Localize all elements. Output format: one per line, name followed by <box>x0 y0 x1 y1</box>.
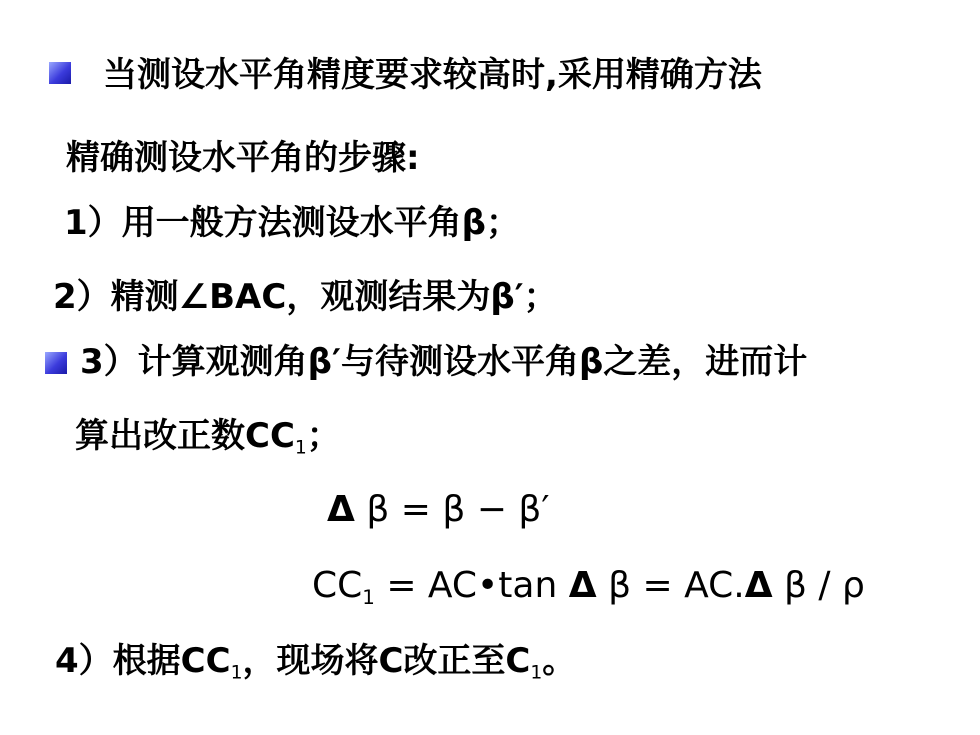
formula-delta-beta <box>327 489 550 530</box>
formula-1-expression: β = β − β′ <box>366 489 550 530</box>
formula-cc1 <box>312 565 865 609</box>
subscript: 1 <box>230 662 243 684</box>
step-4-text: 4）根据CC <box>55 641 231 681</box>
text-line-1: 当测设水平角精度要求较高时,采用精确方法 <box>103 55 762 95</box>
step-4-text-2: ，现场将C改正至C <box>242 641 531 681</box>
formula-2-ac: β = AC. <box>608 565 745 606</box>
subscript: 1 <box>362 585 375 609</box>
step-3: 3）计算观测角β′与待测设水平角β之差，进而计 <box>80 342 808 382</box>
punctuation: 。 <box>542 641 577 681</box>
step-4 <box>55 641 577 684</box>
punctuation: ； <box>306 416 341 456</box>
formula-2-beta-rho: β ∕ ρ <box>784 565 865 606</box>
text-line-2: 精确测设水平角的步骤: <box>66 138 420 178</box>
step-3-text: 算出改正数CC <box>75 416 295 456</box>
bullet-square-icon <box>49 62 71 84</box>
delta-symbol: Δ <box>327 489 355 530</box>
subscript: 1 <box>530 662 543 684</box>
formula-2-ac-tan: = AC•tan <box>374 565 558 606</box>
bullet-square-icon <box>45 352 67 374</box>
delta-symbol: Δ <box>568 565 597 606</box>
subscript: 1 <box>294 437 307 459</box>
step-1: 1）用一般方法测设水平角β； <box>64 203 520 243</box>
delta-symbol: Δ <box>744 565 773 606</box>
formula-2-cc: CC <box>312 565 363 606</box>
step-2: 2）精测∠BAC，观测结果为β′； <box>53 277 558 317</box>
step-3-continued <box>75 416 341 459</box>
